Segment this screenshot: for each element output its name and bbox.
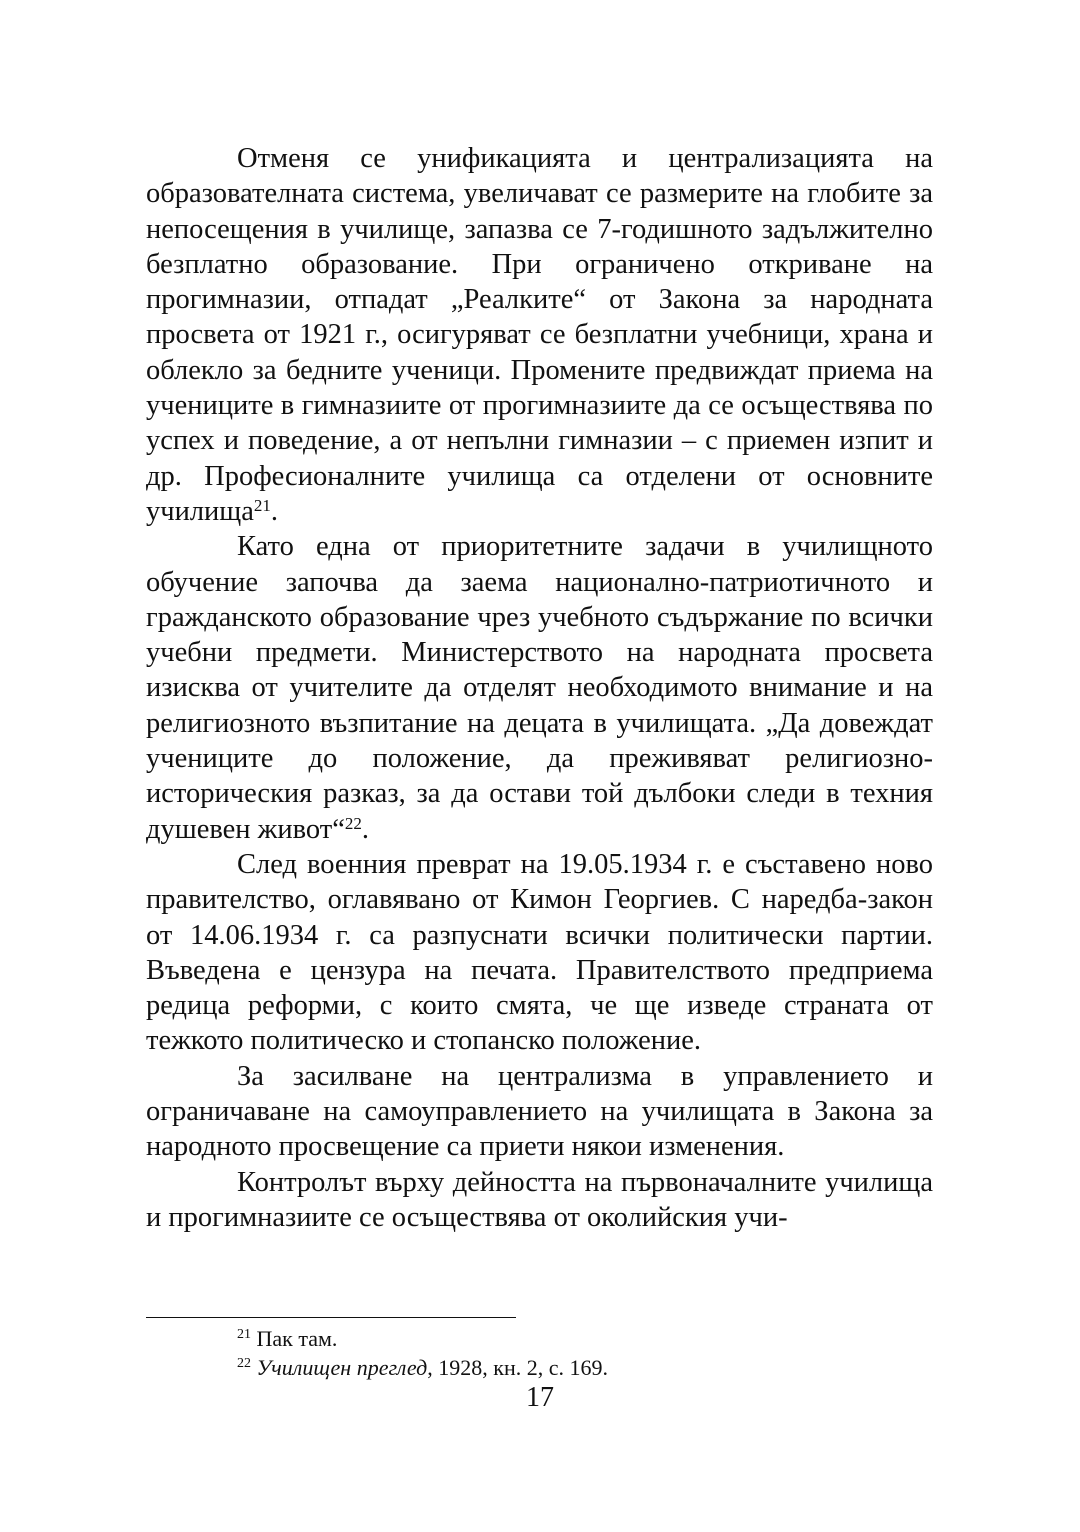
paragraph-2-tail: . bbox=[361, 813, 369, 845]
paragraph-2-text: Като една от приоритетните задачи в училищното обучение започва да заема национално-патриотичното и гражданското образование чрез учебното съдържание по всички учебни предмети. Министерството на народната просвета изисква от учителите да отделят необходимото внимание и на религиозното възпитание на децата в училищата. „Да довеждат учениците до положение, да преживяват религиозно-историческия разказ, за да остави той дълбоки следи в техния душевен живот“ bbox=[146, 531, 933, 845]
footnote-21 bbox=[146, 1324, 933, 1353]
paragraph-5 bbox=[146, 1165, 933, 1236]
footnote-number-22: 22 bbox=[237, 1355, 251, 1371]
paragraph-4 bbox=[146, 1059, 933, 1165]
paragraph-4-text: За засилване на централизма в управлението и ограничаване на самоуправлението на училищата в Закона за народното просвещение са приети някои изменения. bbox=[146, 1060, 933, 1163]
paragraph-5-text: Контролът върху дейността на първоначалните училища и прогимназиите се осъществява от околийския учи- bbox=[146, 1166, 933, 1233]
paragraph-3-text: След военния преврат на 19.05.1934 г. е съставено ново правителство, оглавявано от Кимон Георгиев. С наредба-закон от 14.06.1934 г. са разпуснати всички политически партии. Въведена е цензура на печата. Правителството предприема редица реформи, с които смята, че ще изведе страната от тежкото политическо и стопанско положение. bbox=[146, 848, 933, 1057]
footnote-ref-22: 22 bbox=[344, 814, 362, 834]
footnotes bbox=[146, 1324, 933, 1382]
paragraph-3 bbox=[146, 847, 933, 1059]
body-text bbox=[146, 141, 933, 1235]
paragraph-1 bbox=[146, 141, 933, 529]
footnote-number-21: 21 bbox=[237, 1326, 251, 1342]
footnote-22-source-title: Училищен преглед bbox=[256, 1355, 428, 1380]
page-number: 17 bbox=[526, 1382, 554, 1413]
footnote-21-text: Пак там. bbox=[256, 1326, 338, 1351]
paragraph-2 bbox=[146, 529, 933, 847]
paragraph-1-tail: . bbox=[270, 495, 279, 527]
footnote-22 bbox=[146, 1353, 933, 1382]
footnote-divider bbox=[146, 1317, 516, 1318]
paragraph-1-text: Отменя се унификацията и централизацията на образователната система, увеличават се размерите на глобите за непосещения в училище, запазва се 7-годишното задължително безплатно образование. При ограничено откриване на прогимназии, отпадат „Реалките“ от Закона за народната просвета от 1921 г., осигуряват се безплатни учебници, храна и облекло за бедните ученици. Промените предвиждат приема на учениците в гимназиите от прогимназиите да се осъществява по успех и поведение, а от непълни гимназии – с приемен изпит и др. Професионалните училища са отделени от основните училища bbox=[146, 143, 933, 527]
footnote-22-text: , 1928, кн. 2, с. 169. bbox=[427, 1355, 609, 1380]
footnote-ref-21: 21 bbox=[253, 496, 271, 516]
